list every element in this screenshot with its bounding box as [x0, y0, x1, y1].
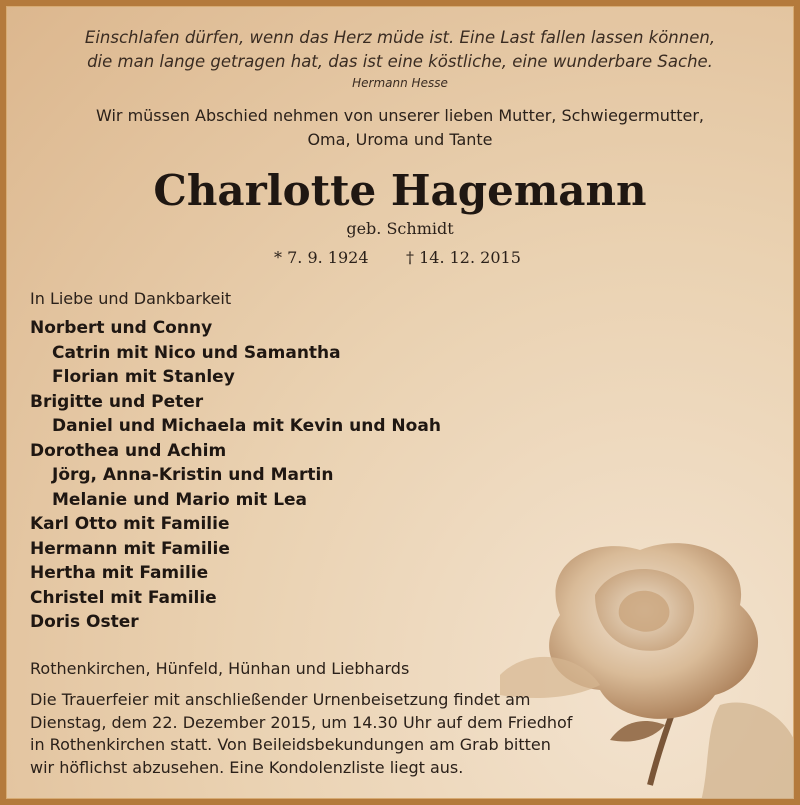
family-member: Dorothea und Achim [30, 441, 227, 461]
death-date: † 14. 12. 2015 [406, 248, 521, 267]
family-member: Melanie und Mario mit Lea [52, 490, 308, 510]
intro-line-1: Wir müssen Abschied nehmen von unserer lieben Mutter, Schwiegermutter, [95, 106, 704, 125]
birth-date: * 7. 9. 1924 [274, 248, 369, 267]
quote-line-1: Einschlafen dürfen, wenn das Herz müde ist. Eine Last fallen lassen können, [84, 28, 716, 47]
family-member: Karl Otto mit Familie [30, 514, 230, 534]
places-line: Rothenkirchen, Hünfeld, Hünhan und Liebhards [30, 659, 410, 678]
family-member: Florian mit Stanley [52, 367, 235, 387]
family-member: Brigitte und Peter [30, 392, 204, 412]
family-member: Hermann mit Familie [30, 539, 230, 559]
thanks-line: In Liebe und Dankbarkeit [30, 289, 232, 308]
family-member: Daniel und Michaela mit Kevin und Noah [52, 416, 441, 436]
funeral-line-1: Die Trauerfeier mit anschließender Urnenbeisetzung findet am [30, 690, 531, 709]
family-member: Norbert und Conny [30, 318, 213, 338]
funeral-line-3: in Rothenkirchen statt. Von Beileidsbekundungen am Grab bitten [30, 735, 551, 754]
quote-author: Hermann Hesse [352, 76, 448, 90]
funeral-line-2: Dienstag, dem 22. Dezember 2015, um 14.30 Uhr auf dem Friedhof [30, 713, 573, 732]
quote-line-2: die man lange getragen hat, das ist eine köstliche, eine wunderbare Sache. [87, 52, 713, 71]
family-member: Jörg, Anna-Kristin und Martin [52, 465, 334, 485]
intro-line-2: Oma, Uroma und Tante [307, 130, 493, 149]
maiden-name: geb. Schmidt [346, 219, 454, 238]
funeral-line-4: wir höflichst abzusehen. Eine Kondolenzliste liegt aus. [30, 758, 464, 777]
family-member: Christel mit Familie [30, 588, 217, 608]
family-member: Hertha mit Familie [30, 563, 209, 583]
family-member: Catrin mit Nico und Samantha [52, 343, 341, 363]
family-member: Doris Oster [30, 612, 139, 632]
deceased-name: Charlotte Hagemann [153, 166, 647, 215]
